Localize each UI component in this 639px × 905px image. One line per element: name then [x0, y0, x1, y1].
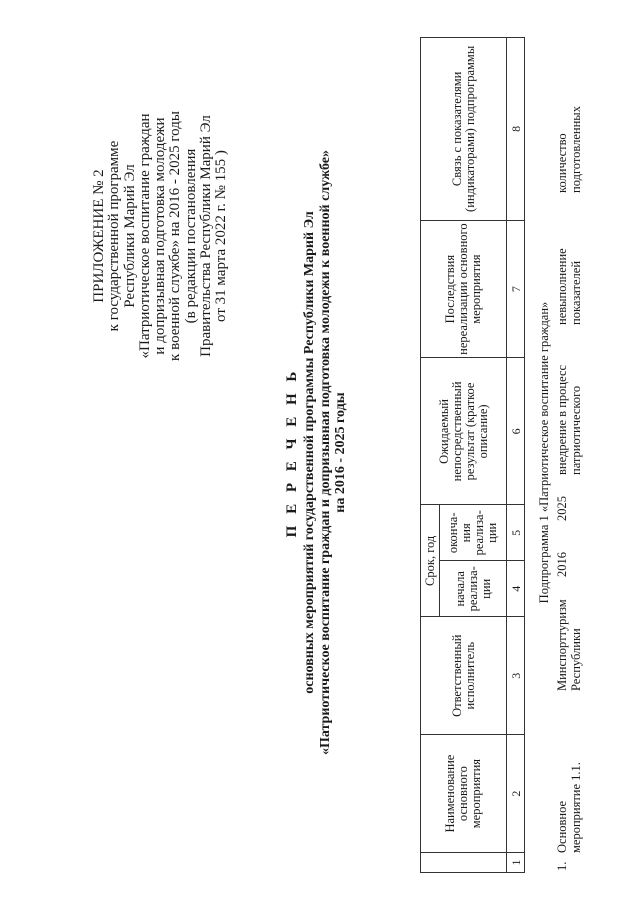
appendix-line: к военной службе» на 2016 - 2025 годы — [167, 111, 184, 361]
table-row — [556, 0, 596, 905]
measures-table — [420, 37, 525, 873]
row-number: 1. — [555, 861, 569, 871]
document-title: П Е Р Е Ч Е Н Ь — [284, 367, 300, 538]
header-cell-indicators: Связь с показателями (индикаторами) подпрограммы — [421, 38, 507, 221]
row-start-year: 2016 — [555, 552, 569, 577]
header-cell-start: начала реализа-ции — [440, 561, 507, 617]
column-number: 8 — [507, 38, 525, 221]
column-number: 4 — [507, 561, 525, 617]
column-number: 6 — [507, 358, 525, 505]
row-measure-name: Основное мероприятие 1.1. — [555, 762, 583, 853]
header-cell-number — [421, 853, 507, 873]
header-cell-term: Срок, год — [421, 505, 440, 617]
appendix-stamp — [92, 86, 230, 386]
row-executor: Минспорттуризм Республики — [555, 599, 583, 691]
column-number: 1 — [507, 853, 525, 873]
row-indicator-link: количество подготовленных — [555, 106, 583, 193]
appendix-line: от 31 марта 2022 г. № 155 ) — [213, 150, 230, 322]
row-end-year: 2025 — [555, 496, 569, 521]
row-expected-result: внедрение в процесс патриотического — [555, 364, 583, 475]
column-number: 2 — [507, 735, 525, 853]
appendix-line: и допризывная подготовка молодежи — [152, 117, 169, 355]
header-cell-result: Ожидаемый непосредственный результат (краткое описание) — [421, 358, 507, 505]
column-number: 5 — [507, 505, 525, 561]
header-cell-executor: Ответственный исполнитель — [421, 617, 507, 735]
header-cell-consequence: Последствия нереализации основного мероприятия — [421, 220, 507, 358]
appendix-line: Республики Марий Эл — [121, 164, 138, 308]
row-consequence: невыполнение показателей — [555, 248, 583, 325]
appendix-line: ПРИЛОЖЕНИЕ № 2 — [91, 169, 107, 303]
appendix-line: (в редакции постановления — [182, 148, 199, 324]
column-number: 3 — [507, 617, 525, 735]
heading-line-1: основных мероприятий государственной программы Республики Марий Эл — [302, 211, 317, 694]
heading-line-3: на 2016 - 2025 годы — [333, 392, 348, 513]
appendix-line: «Патриотическое воспитание граждан — [136, 113, 153, 359]
header-cell-end: оконча-ния реализа-ции — [440, 505, 507, 561]
column-number: 7 — [507, 220, 525, 358]
appendix-line: Правительства Республики Марий Эл — [198, 115, 215, 357]
subprogram-heading: Подпрограмма 1 «Патриотическое воспитание граждан» — [537, 301, 551, 604]
header-cell-name: Наименование основного мероприятия — [421, 735, 507, 853]
document-heading — [282, 0, 349, 905]
heading-line-2: «Патриотическое воспитание граждан и допризывная подготовка молодежи к военной службе» — [317, 149, 333, 756]
appendix-line: к государственной программе — [106, 140, 123, 332]
